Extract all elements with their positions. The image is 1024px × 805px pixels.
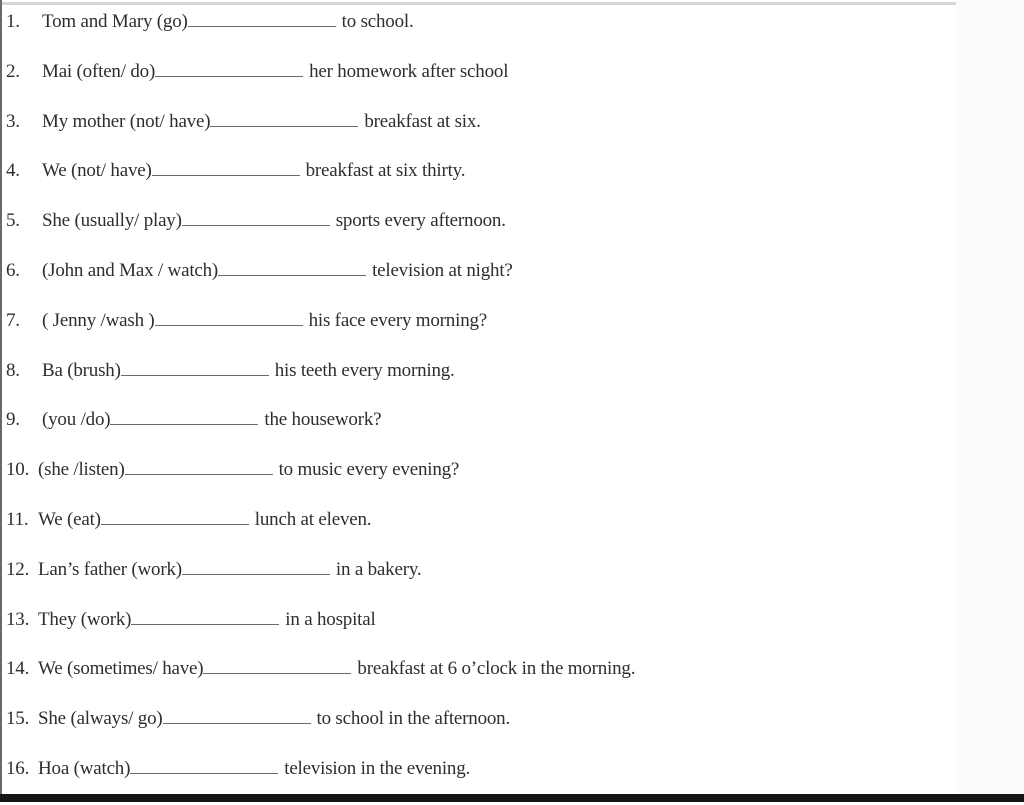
exercise-number: 2. [6,60,20,82]
answer-blank [210,108,358,127]
answer-blank [131,606,279,625]
answer-blank [163,705,311,724]
exercise-number: 7. [6,309,20,331]
exercise-prompt: We (eat) [38,508,101,530]
exercise-number: 13. [6,608,30,630]
exercise-number: 14. [6,658,30,680]
right-margin [956,0,1024,796]
answer-blank [218,257,366,276]
answer-blank [110,406,258,425]
exercise-item [6,655,946,705]
exercise-number: 15. [6,708,30,730]
exercise-prompt: We (sometimes/ have) [38,658,204,680]
answer-blank [101,506,249,525]
exercise-item [6,207,946,257]
exercise-rest: to school. [341,11,414,32]
exercise-rest: television in the evening. [284,757,471,779]
exercise-prompt: Mai (often/ do) [42,60,156,82]
exercise-number: 10. [6,459,30,481]
exercise-item [6,108,946,158]
answer-blank [155,58,303,77]
exercise-rest: the housework? [264,409,382,431]
answer-blank [121,357,269,376]
exercise-number: 9. [6,409,20,431]
exercise-rest: television at night? [372,259,513,281]
exercise-rest: his face every morning? [308,309,488,331]
exercise-prompt: (you /do) [42,409,111,431]
exercise-item [6,157,946,207]
exercise-number: 11. [6,508,29,530]
exercise-number: 6. [6,259,20,281]
answer-blank [203,655,351,674]
exercise-number: 3. [6,110,20,132]
exercise-prompt: My mother (not/ have) [42,110,211,132]
exercise-number: 16. [6,757,30,779]
exercise-item [6,556,946,606]
exercise-rest: in a hospital [285,608,376,630]
exercise-item [6,506,946,556]
bottom-edge-bar [0,794,1024,802]
exercise-item [6,606,946,656]
exercise-item [6,406,946,456]
exercise-prompt: Ba (brush) [42,359,121,381]
exercise-rest: to school in the afternoon. [316,708,511,730]
exercise-rest: sports every afternoon. [335,210,506,232]
exercise-item [6,307,946,357]
exercise-prompt: Hoa (watch) [38,757,131,779]
exercise-number: 1. [6,11,20,32]
answer-blank [182,207,330,226]
exercise-item [6,257,946,307]
exercise-prompt: ( Jenny /wash ) [42,309,155,331]
answer-blank [182,556,330,575]
exercise-number: 8. [6,359,20,381]
exercise-rest: breakfast at six thirty. [305,160,466,182]
exercise-number: 4. [6,160,20,182]
exercise-prompt: (she /listen) [38,459,125,481]
exercise-item [6,357,946,407]
answer-blank [125,456,273,475]
exercise-prompt: Tom and Mary (go) [42,11,188,32]
exercise-number: 12. [6,558,30,580]
exercise-prompt: Lan’s father (work) [38,558,182,580]
exercise-rest: breakfast at 6 o’clock in the morning. [357,658,636,680]
exercise-list [6,8,946,805]
exercise-rest: to music every evening? [278,459,460,481]
answer-blank [188,8,336,27]
top-rule [2,2,958,5]
exercise-rest: breakfast at six. [364,110,481,132]
answer-blank [152,157,300,176]
exercise-prompt: We (not/ have) [42,160,152,182]
exercise-item [6,705,946,755]
exercise-prompt: (John and Max / watch) [42,259,219,281]
exercise-prompt: They (work) [38,608,132,630]
exercise-rest: in a bakery. [335,558,422,580]
answer-blank [155,307,303,326]
exercise-rest: his teeth every morning. [274,359,455,381]
exercise-item [6,58,946,108]
answer-blank [130,755,278,774]
exercise-rest: her homework after school [309,60,509,82]
exercise-rest: lunch at eleven. [254,508,372,530]
exercise-item [6,456,946,506]
exercise-item [6,8,946,58]
exercise-prompt: She (always/ go) [38,708,163,730]
exercise-prompt: She (usually/ play) [42,210,182,232]
exercise-number: 5. [6,210,20,232]
